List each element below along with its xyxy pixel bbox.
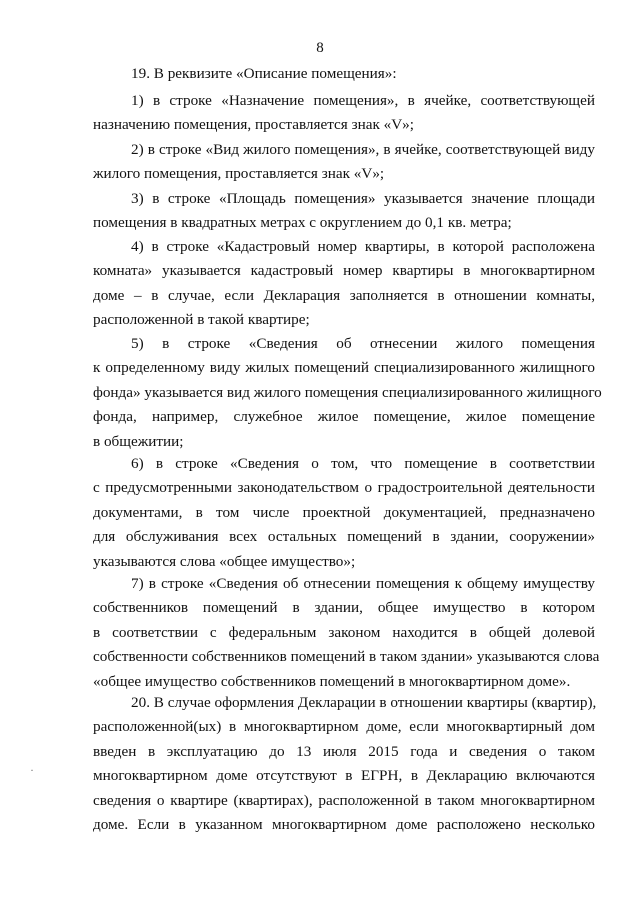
paragraph-19-item-3 [93, 187, 595, 236]
text-line: комната» указывается кадастровый номер квартиры в многоквартирном [93, 262, 595, 280]
text-line: назначению помещения, проставляется знак «V»; [93, 116, 414, 134]
paragraph-19-item-4 [93, 235, 595, 333]
text-line: 6) в строке «Сведения о том, что помещение в соответствии [131, 455, 595, 472]
text-line: с предусмотренными законодательством о градостроительной деятельности [93, 479, 595, 497]
text-line: жилого помещения, проставляется знак «V»; [93, 165, 385, 183]
paragraph-19-item-2 [93, 138, 595, 187]
paragraph-20 [93, 691, 595, 837]
text-line: «общее имущество собственников помещений в многоквартирном доме». [93, 672, 571, 690]
paragraph-19-item-7 [93, 572, 600, 694]
text-line: фонда, например, служебное жилое помещение, жилое помещение [93, 408, 595, 426]
text-line: введен в эксплуатацию до 13 июля 2015 года и сведения о таком [93, 742, 595, 760]
text-line: 5) в строке «Сведения об отнесении жилого помещения [131, 335, 595, 352]
text-line: фонда» указывается вид жилого помещения специализированного жилищного [93, 383, 602, 401]
text-line: указываются слова «общее имущество»; [93, 552, 356, 570]
scan-speck: · [30, 763, 34, 777]
paragraph-19-item-6 [93, 452, 595, 574]
page-number: 8 [316, 40, 324, 56]
paragraph-19-item-5 [93, 332, 602, 454]
text-line: собственности собственников помещений в таком здании» указываются слова [93, 648, 600, 666]
text-line: расположенной(ых) в многоквартирном доме, если многоквартирный дом [93, 718, 595, 736]
paragraph-19-heading [93, 62, 595, 86]
text-line: в общежитии; [93, 432, 184, 450]
text-line: в соответствии с федеральным законом находится в общей долевой [93, 623, 595, 641]
paragraph-19-item-1 [93, 89, 595, 138]
text-line: 19. В реквизите «Описание помещения»: [131, 65, 397, 82]
text-line: расположенной в такой квартире; [93, 311, 310, 329]
text-line: документами, в том числе проектной документацией, предназначено [93, 503, 595, 521]
text-line: 20. В случае оформления Декларации в отношении квартиры (квартир), [131, 694, 597, 711]
text-line: помещения в квадратных метрах с округлением до 0,1 кв. метра; [93, 214, 512, 232]
text-line: 1) в строке «Назначение помещения», в ячейке, соответствующей [131, 92, 595, 109]
text-line: доме. Если в указанном многоквартирном доме расположено несколько [93, 815, 595, 833]
text-line: 3) в строке «Площадь помещения» указывается значение площади [131, 190, 595, 207]
text-line: к определенному виду жилых помещений специализированного жилищного [93, 359, 595, 377]
text-line: 4) в строке «Кадастровый номер квартиры, в которой расположена [131, 238, 595, 255]
text-line: сведения о квартире (квартирах), расположенной в таком многоквартирном [93, 791, 595, 809]
text-line: 2) в строке «Вид жилого помещения», в ячейке, соответствующей виду [131, 141, 595, 158]
text-line: 7) в строке «Сведения об отнесении помещения к общему имуществу [131, 575, 595, 592]
text-line: для обслуживания всех остальных помещений в здании, сооружении» [93, 528, 595, 546]
text-line: собственников помещений в здании, общее имущество в котором [93, 599, 595, 617]
text-line: многоквартирном доме отсутствуют в ЕГРН, в Декларацию включаются [93, 767, 595, 785]
text-line: доме – в случае, если Декларация заполняется в отношении комнаты, [93, 286, 595, 304]
